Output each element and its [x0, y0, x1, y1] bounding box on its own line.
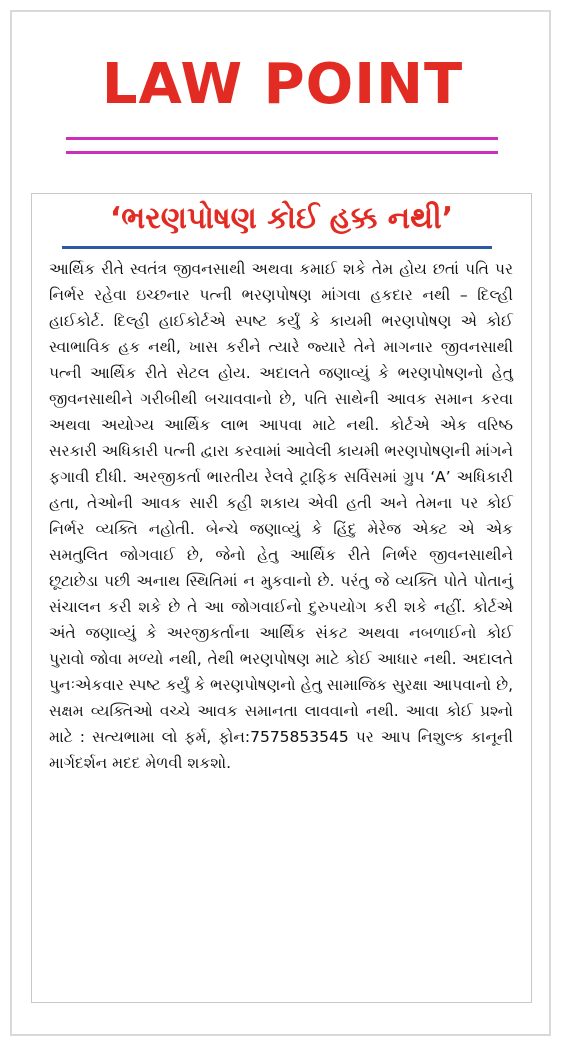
headline-underline [62, 246, 492, 249]
masthead-divider-bottom [66, 151, 498, 154]
masthead-divider-top [66, 137, 498, 140]
article-body: આર્થિક રીતે સ્વતંત્ર જીવનસાથી અથવા કમાઈ શકે તેમ હોય છતાં પતિ પર નિર્ભર રહેવા ઇચ્છનાર પત્ની ભરણપોષણ માંગવા હકદાર નથી – દિલ્હી હાઈકોર્ટ. દિલ્હી હાઈકોર્ટએ સ્પષ્ટ કર્યું કે કાયમી ભરણપોષણ એ કોઈ સ્વાભાવિક હક નથી, ખાસ કરીને ત્યારે જ્યારે તેને માગનાર જીવનસાથી પત્ની આર્થિક રીતે સેટલ હોય. અદાલતે જણાવ્યું કે ભરણપોષણનો હેતુ જીવનસાથીને ગરીબીથી બચાવવાનો છે, પતિ સાથેની આવક સમાન કરવા અથવા અયોગ્ય આર્થિક લાભ આપવા માટે નથી. કોર્ટએ એક વરિષ્ઠ સરકારી અધિકારી પત્ની દ્વારા કરવામાં આવેલી કાયમી ભરણપોષણની માંગને ફગાવી દીધી. અરજીકર્તા ભારતીય રેલવે ટ્રાફિક સર્વિસમાં ગ્રુપ ‘A’ અધિકારી હતા, તેઓની આવક સારી કહી શકાય એવી હતી અને તેમના પર કોઈ નિર્ભર વ્યક્તિ નહોતી. બેન્ચે જણાવ્યું કે હિંદુ મેરેજ એક્ટ એ એક સમતુલિત જોગવાઈ છે, જેનો હેતુ આર્થિક રીતે નિર્ભર જીવનસાથીને છૂટાછેડા પછી અનાથ સ્થિતિમાં ન મુકવાનો છે. પરંતુ જે વ્યક્તિ પોતે પોતાનું સંચાલન કરી શકે છે તે આ જોગવાઈનો દુરુપયોગ કરી શકે નહીં. કોર્ટએ અંતે જણાવ્યું કે અરજીકર્તાના આર્થિક સંકટ અથવા નબળાઈનો કોઈ પુરાવો જોવા મળ્યો નથી, તેથી ભરણપોષણ માટે કોઈ આધાર નથી. અદાલતે પુનઃએકવાર સ્પષ્ટ કર્યું કે ભરણપોષણનો હેતુ સામાજિક સુરક્ષા આપવાનો છે, સક્ષમ વ્યક્તિઓ વચ્ચે આવક સમાનતા લાવવાનો નથી. આવા કોઈ પ્રશ્નો માટે : સત્યભામા લો ફર્મ, ફોન:7575853545 પર આપ નિશુલ્ક કાનૂની માર્ગદર્શન મદદ મેળવી શકશો. [49, 260, 513, 772]
article-headline: ‘ભરણપોષણ કોઈ હક્ક નથી’ [109, 201, 454, 236]
masthead-title: LAW POINT [101, 52, 464, 117]
